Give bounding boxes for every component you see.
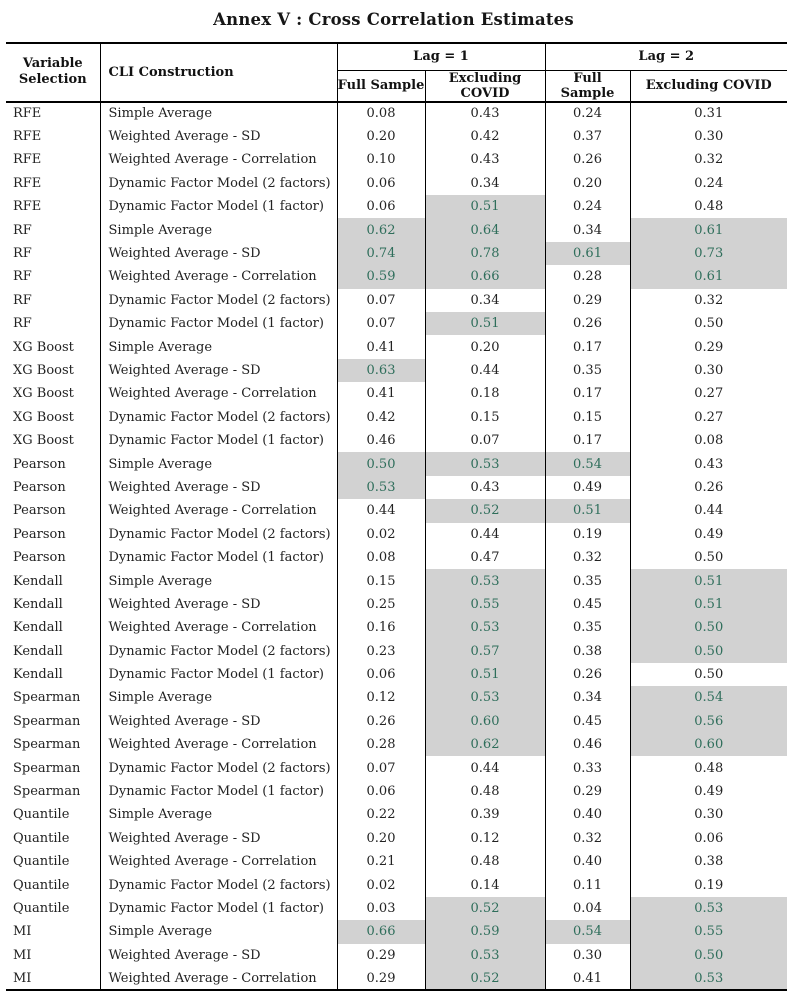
correlation-value-cell: 0.07: [425, 429, 545, 452]
variable-selection-cell: XG Boost: [13, 339, 74, 355]
table-row: [6, 359, 787, 382]
correlation-value-cell: 0.61: [630, 265, 787, 288]
variable-selection-cell: Kendall: [13, 573, 63, 589]
correlation-value-cell: 0.50: [630, 944, 787, 967]
correlation-value-cell: 0.07: [337, 312, 425, 335]
correlation-value-cell: 0.50: [630, 616, 787, 639]
table-row: [6, 452, 787, 475]
correlation-value-cell: 0.14: [425, 873, 545, 896]
correlation-value-cell: 0.34: [425, 172, 545, 195]
correlation-value-cell: 0.60: [630, 733, 787, 756]
cli-construction-cell: Simple Average: [100, 686, 337, 709]
correlation-value-cell: 0.29: [545, 780, 630, 803]
correlation-value-cell: 0.53: [630, 967, 787, 990]
cli-construction-cell: Weighted Average - Correlation: [100, 499, 337, 522]
variable-selection-cell: Spearman: [13, 737, 81, 753]
correlation-value-cell: 0.31: [630, 102, 787, 125]
correlation-value-cell: 0.59: [337, 265, 425, 288]
correlation-value-cell: 0.62: [425, 733, 545, 756]
cli-construction-cell: Simple Average: [100, 102, 337, 125]
correlation-value-cell: 0.43: [425, 476, 545, 499]
correlation-value-cell: 0.51: [425, 663, 545, 686]
correlation-value-cell: 0.08: [337, 102, 425, 125]
table-row: [6, 312, 787, 335]
variable-selection-cell: RFE: [13, 152, 42, 168]
correlation-value-cell: 0.52: [425, 897, 545, 920]
correlation-value-cell: 0.40: [545, 803, 630, 826]
correlation-value-cell: 0.32: [545, 546, 630, 569]
variable-selection-cell: RF: [13, 222, 32, 238]
table-row: [6, 756, 787, 779]
variable-selection-cell: Pearson: [13, 550, 66, 566]
correlation-value-cell: 0.34: [425, 289, 545, 312]
table-row: [6, 476, 787, 499]
correlation-value-cell: 0.32: [630, 289, 787, 312]
correlation-value-cell: 0.35: [545, 616, 630, 639]
correlation-value-cell: 0.53: [425, 686, 545, 709]
correlation-value-cell: 0.20: [337, 125, 425, 148]
correlation-value-cell: 0.49: [630, 523, 787, 546]
correlation-value-cell: 0.28: [337, 733, 425, 756]
correlation-value-cell: 0.45: [545, 710, 630, 733]
correlation-value-cell: 0.30: [545, 944, 630, 967]
col-header-lag2: Lag = 2: [545, 43, 787, 70]
variable-selection-cell: MI: [13, 924, 32, 940]
table-header: [6, 43, 787, 102]
correlation-value-cell: 0.17: [545, 382, 630, 405]
correlation-value-cell: 0.30: [630, 125, 787, 148]
correlation-value-cell: 0.26: [545, 312, 630, 335]
correlation-value-cell: 0.29: [337, 967, 425, 990]
correlation-value-cell: 0.10: [337, 148, 425, 171]
cli-construction-cell: Weighted Average - SD: [100, 476, 337, 499]
cli-construction-cell: Dynamic Factor Model (1 factor): [100, 195, 337, 218]
correlation-value-cell: 0.32: [545, 827, 630, 850]
correlation-value-cell: 0.60: [425, 710, 545, 733]
correlation-value-cell: 0.43: [425, 102, 545, 125]
correlation-value-cell: 0.33: [545, 756, 630, 779]
cli-construction-cell: Simple Average: [100, 920, 337, 943]
variable-selection-cell: XG Boost: [13, 386, 74, 402]
correlation-value-cell: 0.41: [337, 335, 425, 358]
cli-construction-cell: Dynamic Factor Model (1 factor): [100, 429, 337, 452]
correlation-value-cell: 0.24: [630, 172, 787, 195]
cli-construction-cell: Dynamic Factor Model (2 factors): [100, 289, 337, 312]
correlation-value-cell: 0.02: [337, 873, 425, 896]
variable-selection-cell: Pearson: [13, 503, 66, 519]
variable-selection-cell: Spearman: [13, 760, 81, 776]
correlation-value-cell: 0.12: [425, 827, 545, 850]
cli-construction-cell: Simple Average: [100, 803, 337, 826]
table-row: [6, 850, 787, 873]
col-header-lag1: Lag = 1: [337, 43, 545, 70]
correlation-value-cell: 0.02: [337, 523, 425, 546]
correlation-value-cell: 0.29: [545, 289, 630, 312]
correlation-value-cell: 0.21: [337, 850, 425, 873]
cli-construction-cell: Dynamic Factor Model (1 factor): [100, 312, 337, 335]
correlation-value-cell: 0.42: [337, 406, 425, 429]
cli-construction-cell: Dynamic Factor Model (1 factor): [100, 780, 337, 803]
correlation-value-cell: 0.04: [545, 897, 630, 920]
correlation-value-cell: 0.32: [630, 148, 787, 171]
variable-selection-cell: RFE: [13, 199, 42, 215]
variable-selection-cell: Quantile: [13, 807, 70, 823]
cli-construction-cell: Simple Average: [100, 569, 337, 592]
col-header-variable-selection: Variable Selection: [18, 56, 87, 88]
correlation-value-cell: 0.29: [337, 944, 425, 967]
correlation-value-cell: 0.61: [630, 218, 787, 241]
correlation-value-cell: 0.50: [630, 546, 787, 569]
col-header-full-sample-lag1: Full Sample: [337, 70, 425, 102]
correlation-value-cell: 0.26: [545, 148, 630, 171]
table-row: [6, 429, 787, 452]
correlation-value-cell: 0.44: [337, 499, 425, 522]
correlation-value-cell: 0.51: [630, 569, 787, 592]
correlation-value-cell: 0.59: [425, 920, 545, 943]
correlation-value-cell: 0.53: [425, 452, 545, 475]
correlation-value-cell: 0.55: [630, 920, 787, 943]
correlation-value-cell: 0.35: [545, 359, 630, 382]
table-row: [6, 265, 787, 288]
correlation-value-cell: 0.48: [630, 756, 787, 779]
cli-construction-cell: Weighted Average - SD: [100, 359, 337, 382]
correlation-value-cell: 0.45: [545, 593, 630, 616]
cli-construction-cell: Dynamic Factor Model (2 factors): [100, 523, 337, 546]
table-row: [6, 172, 787, 195]
table-row: [6, 546, 787, 569]
cli-construction-cell: Weighted Average - SD: [100, 242, 337, 265]
correlation-value-cell: 0.48: [425, 850, 545, 873]
correlation-value-cell: 0.44: [425, 756, 545, 779]
correlation-value-cell: 0.27: [630, 382, 787, 405]
correlation-value-cell: 0.52: [425, 967, 545, 990]
cli-construction-cell: Dynamic Factor Model (2 factors): [100, 406, 337, 429]
table-row: [6, 827, 787, 850]
variable-selection-cell: Spearman: [13, 713, 81, 729]
correlation-value-cell: 0.20: [545, 172, 630, 195]
correlation-value-cell: 0.38: [545, 639, 630, 662]
table-row: [6, 242, 787, 265]
correlation-value-cell: 0.47: [425, 546, 545, 569]
correlation-value-cell: 0.17: [545, 335, 630, 358]
correlation-value-cell: 0.38: [630, 850, 787, 873]
correlation-value-cell: 0.16: [337, 616, 425, 639]
correlation-value-cell: 0.11: [545, 873, 630, 896]
correlation-value-cell: 0.49: [630, 780, 787, 803]
cli-construction-cell: Weighted Average - Correlation: [100, 733, 337, 756]
correlation-value-cell: 0.25: [337, 593, 425, 616]
correlation-value-cell: 0.53: [425, 616, 545, 639]
correlation-value-cell: 0.44: [630, 499, 787, 522]
correlation-value-cell: 0.27: [630, 406, 787, 429]
variable-selection-cell: RF: [13, 292, 32, 308]
page-title: Annex V : Cross Correlation Estimates: [213, 10, 574, 29]
col-header-excluding-covid-lag1: Excluding COVID: [425, 70, 545, 102]
cli-construction-cell: Weighted Average - SD: [100, 827, 337, 850]
correlation-value-cell: 0.40: [545, 850, 630, 873]
table-row: [6, 873, 787, 896]
variable-selection-cell: Quantile: [13, 877, 70, 893]
variable-selection-cell: Quantile: [13, 900, 70, 916]
correlation-value-cell: 0.08: [337, 546, 425, 569]
correlation-value-cell: 0.39: [425, 803, 545, 826]
correlation-value-cell: 0.26: [630, 476, 787, 499]
variable-selection-cell: Quantile: [13, 854, 70, 870]
correlation-value-cell: 0.62: [337, 218, 425, 241]
correlation-value-cell: 0.37: [545, 125, 630, 148]
table-row: [6, 289, 787, 312]
correlation-value-cell: 0.50: [630, 639, 787, 662]
correlation-value-cell: 0.53: [425, 944, 545, 967]
correlation-value-cell: 0.17: [545, 429, 630, 452]
correlation-value-cell: 0.55: [425, 593, 545, 616]
correlation-value-cell: 0.07: [337, 756, 425, 779]
cli-construction-cell: Dynamic Factor Model (2 factors): [100, 639, 337, 662]
correlation-value-cell: 0.53: [425, 569, 545, 592]
col-header-cli-construction: CLI Construction: [100, 43, 337, 102]
variable-selection-cell: XG Boost: [13, 409, 74, 425]
correlation-value-cell: 0.15: [337, 569, 425, 592]
variable-selection-cell: Pearson: [13, 479, 66, 495]
variable-selection-cell: RFE: [13, 175, 42, 191]
correlation-value-cell: 0.06: [337, 195, 425, 218]
table-row: [6, 967, 787, 990]
variable-selection-cell: MI: [13, 970, 32, 986]
correlation-value-cell: 0.23: [337, 639, 425, 662]
cli-construction-cell: Simple Average: [100, 452, 337, 475]
correlation-value-cell: 0.43: [630, 452, 787, 475]
table-row: [6, 944, 787, 967]
table-row: [6, 569, 787, 592]
table-row: [6, 780, 787, 803]
correlation-value-cell: 0.06: [337, 172, 425, 195]
correlation-value-cell: 0.28: [545, 265, 630, 288]
cli-construction-cell: Weighted Average - Correlation: [100, 382, 337, 405]
cli-construction-cell: Dynamic Factor Model (1 factor): [100, 546, 337, 569]
correlation-value-cell: 0.29: [630, 335, 787, 358]
correlation-value-cell: 0.46: [337, 429, 425, 452]
table-row: [6, 686, 787, 709]
cli-construction-cell: Simple Average: [100, 218, 337, 241]
variable-selection-cell: Pearson: [13, 456, 66, 472]
table-row: [6, 710, 787, 733]
correlation-value-cell: 0.26: [545, 663, 630, 686]
cli-construction-cell: Weighted Average - SD: [100, 944, 337, 967]
table-row: [6, 406, 787, 429]
table-row: [6, 382, 787, 405]
variable-selection-cell: XG Boost: [13, 362, 74, 378]
variable-selection-cell: Pearson: [13, 526, 66, 542]
table-row: [6, 218, 787, 241]
cli-construction-cell: Dynamic Factor Model (2 factors): [100, 756, 337, 779]
correlation-value-cell: 0.51: [425, 312, 545, 335]
cli-construction-cell: Weighted Average - Correlation: [100, 616, 337, 639]
variable-selection-cell: Kendall: [13, 643, 63, 659]
correlation-value-cell: 0.20: [337, 827, 425, 850]
correlation-value-cell: 0.51: [545, 499, 630, 522]
correlation-value-cell: 0.15: [425, 406, 545, 429]
table-row: [6, 523, 787, 546]
table-row: [6, 102, 787, 125]
table-row: [6, 639, 787, 662]
cli-construction-cell: Weighted Average - SD: [100, 593, 337, 616]
correlation-value-cell: 0.44: [425, 359, 545, 382]
variable-selection-cell: Kendall: [13, 620, 63, 636]
correlation-value-cell: 0.54: [545, 920, 630, 943]
table-row: [6, 335, 787, 358]
correlation-value-cell: 0.50: [630, 312, 787, 335]
cli-construction-cell: Dynamic Factor Model (1 factor): [100, 897, 337, 920]
col-header-full-sample-lag2: Full Sample: [545, 70, 630, 102]
correlation-value-cell: 0.43: [425, 148, 545, 171]
table-row: [6, 897, 787, 920]
table-row: [6, 920, 787, 943]
cli-construction-cell: Weighted Average - Correlation: [100, 850, 337, 873]
cli-construction-cell: Weighted Average - SD: [100, 710, 337, 733]
correlation-value-cell: 0.48: [630, 195, 787, 218]
table-row: [6, 663, 787, 686]
correlation-value-cell: 0.54: [545, 452, 630, 475]
variable-selection-cell: Kendall: [13, 667, 63, 683]
table-row: [6, 803, 787, 826]
correlation-value-cell: 0.49: [545, 476, 630, 499]
table-row: [6, 616, 787, 639]
variable-selection-cell: Kendall: [13, 596, 63, 612]
correlation-value-cell: 0.61: [545, 242, 630, 265]
correlation-value-cell: 0.41: [337, 382, 425, 405]
variable-selection-cell: Quantile: [13, 830, 70, 846]
correlation-value-cell: 0.35: [545, 569, 630, 592]
correlation-value-cell: 0.48: [425, 780, 545, 803]
table-row: [6, 195, 787, 218]
cli-construction-cell: Weighted Average - Correlation: [100, 148, 337, 171]
correlation-value-cell: 0.50: [630, 663, 787, 686]
variable-selection-cell: RF: [13, 316, 32, 332]
correlation-value-cell: 0.19: [545, 523, 630, 546]
correlation-value-cell: 0.44: [425, 523, 545, 546]
correlation-value-cell: 0.41: [545, 967, 630, 990]
variable-selection-cell: Spearman: [13, 690, 81, 706]
variable-selection-cell: Spearman: [13, 784, 81, 800]
correlation-value-cell: 0.34: [545, 218, 630, 241]
table-row: [6, 733, 787, 756]
correlation-value-cell: 0.24: [545, 195, 630, 218]
correlation-value-cell: 0.73: [630, 242, 787, 265]
correlation-value-cell: 0.51: [630, 593, 787, 616]
cli-construction-cell: Simple Average: [100, 335, 337, 358]
correlation-value-cell: 0.24: [545, 102, 630, 125]
correlation-value-cell: 0.56: [630, 710, 787, 733]
variable-selection-cell: MI: [13, 947, 32, 963]
cli-construction-cell: Dynamic Factor Model (2 factors): [100, 873, 337, 896]
table-row: [6, 499, 787, 522]
variable-selection-cell: RF: [13, 269, 32, 285]
cross-correlation-table: [6, 42, 787, 991]
cli-construction-cell: Weighted Average - SD: [100, 125, 337, 148]
correlation-value-cell: 0.15: [545, 406, 630, 429]
variable-selection-cell: XG Boost: [13, 433, 74, 449]
table-body: [6, 102, 787, 991]
cli-construction-cell: Weighted Average - Correlation: [100, 265, 337, 288]
correlation-value-cell: 0.63: [337, 359, 425, 382]
cli-construction-cell: Dynamic Factor Model (1 factor): [100, 663, 337, 686]
cli-construction-cell: Dynamic Factor Model (2 factors): [100, 172, 337, 195]
correlation-value-cell: 0.22: [337, 803, 425, 826]
correlation-value-cell: 0.07: [337, 289, 425, 312]
correlation-value-cell: 0.20: [425, 335, 545, 358]
correlation-value-cell: 0.52: [425, 499, 545, 522]
correlation-value-cell: 0.78: [425, 242, 545, 265]
correlation-value-cell: 0.50: [337, 452, 425, 475]
correlation-value-cell: 0.08: [630, 429, 787, 452]
correlation-value-cell: 0.53: [630, 897, 787, 920]
correlation-value-cell: 0.66: [337, 920, 425, 943]
correlation-value-cell: 0.54: [630, 686, 787, 709]
correlation-value-cell: 0.53: [337, 476, 425, 499]
col-header-excluding-covid-lag2: Excluding COVID: [630, 70, 787, 102]
correlation-value-cell: 0.57: [425, 639, 545, 662]
correlation-value-cell: 0.19: [630, 873, 787, 896]
correlation-value-cell: 0.03: [337, 897, 425, 920]
cli-construction-cell: Weighted Average - Correlation: [100, 967, 337, 990]
correlation-value-cell: 0.64: [425, 218, 545, 241]
table-row: [6, 125, 787, 148]
correlation-value-cell: 0.34: [545, 686, 630, 709]
correlation-value-cell: 0.42: [425, 125, 545, 148]
variable-selection-cell: RFE: [13, 106, 42, 122]
correlation-value-cell: 0.06: [337, 780, 425, 803]
correlation-value-cell: 0.66: [425, 265, 545, 288]
correlation-value-cell: 0.12: [337, 686, 425, 709]
table-row: [6, 148, 787, 171]
correlation-value-cell: 0.46: [545, 733, 630, 756]
correlation-value-cell: 0.30: [630, 803, 787, 826]
correlation-value-cell: 0.74: [337, 242, 425, 265]
correlation-value-cell: 0.30: [630, 359, 787, 382]
variable-selection-cell: RFE: [13, 129, 42, 145]
correlation-value-cell: 0.18: [425, 382, 545, 405]
correlation-value-cell: 0.51: [425, 195, 545, 218]
correlation-value-cell: 0.26: [337, 710, 425, 733]
correlation-value-cell: 0.06: [630, 827, 787, 850]
variable-selection-cell: RF: [13, 246, 32, 262]
correlation-value-cell: 0.06: [337, 663, 425, 686]
table-row: [6, 593, 787, 616]
